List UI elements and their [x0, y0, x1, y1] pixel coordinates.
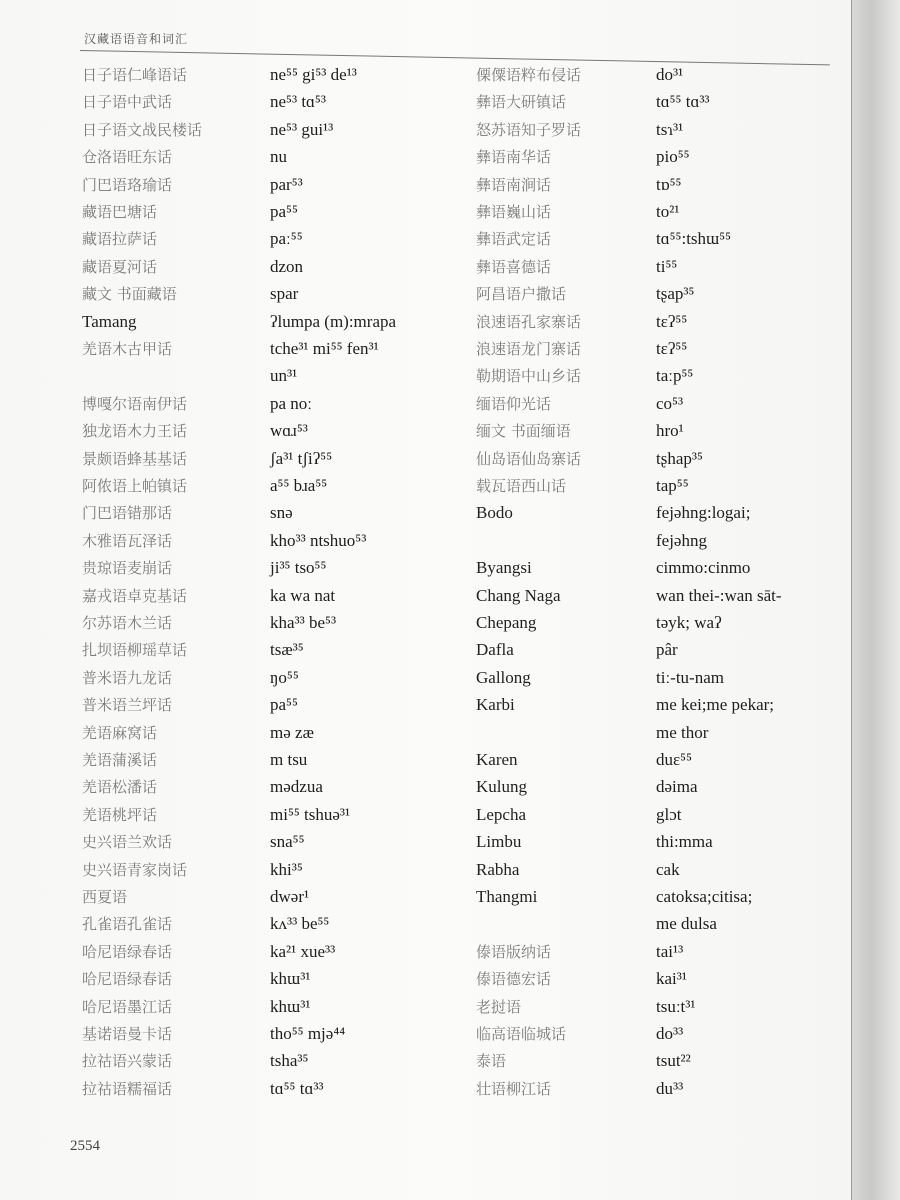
language-name: 哈尼语墨江话 — [82, 997, 173, 1016]
language-name: 尔苏语木兰话 — [82, 614, 173, 632]
language-name: Thangmi — [476, 887, 538, 906]
word-form: m tsu — [270, 750, 308, 769]
word-form: tʂhap³⁵ — [656, 448, 703, 468]
language-name: 壮语柳江话 — [476, 1079, 552, 1098]
word-form: dzon — [270, 256, 304, 276]
word-form: taːp⁵⁵ — [656, 366, 694, 386]
word-form: do³¹ — [656, 65, 684, 84]
language-name: 彝语大研镇话 — [476, 93, 567, 112]
language-name: 藏语夏河话 — [82, 257, 158, 276]
word-form: ne⁵³ gui¹³ — [270, 119, 334, 139]
language-name: 阿侬语上帕镇话 — [82, 477, 188, 495]
word-form: me kei;me pekar; — [656, 695, 775, 715]
language-name: 普米语九龙话 — [82, 668, 173, 687]
language-name: Gallong — [476, 667, 531, 687]
language-name: 藏文 书面藏语 — [82, 285, 177, 304]
word-form: ʔlumpa (m):mrapa — [270, 311, 397, 331]
language-name: 羌语桃坪话 — [82, 805, 158, 824]
language-name: 藏语巴塘话 — [82, 203, 158, 221]
language-name: 阿昌语户撒话 — [476, 285, 567, 304]
page-number: 2554 — [70, 1138, 100, 1154]
language-name: Dafla — [476, 640, 514, 660]
word-form: tɑ⁵⁵ tɑ³³ — [270, 1078, 324, 1098]
language-name: 彝语巍山话 — [476, 203, 552, 221]
word-form: me thor — [656, 722, 709, 742]
word-form: ti⁵⁵ — [656, 256, 678, 276]
word-form: a⁵⁵ bɹa⁵⁵ — [270, 476, 328, 495]
language-name: Karbi — [476, 695, 515, 715]
word-form: tɑ⁵⁵ tɑ³³ — [656, 92, 710, 112]
word-form: un³¹ — [270, 366, 298, 386]
language-name: Limbu — [476, 832, 522, 852]
word-form: tɛʔ⁵⁵ — [656, 311, 688, 331]
language-name: 普米语兰坪话 — [82, 696, 173, 715]
language-name: 史兴语青家岗话 — [82, 860, 188, 879]
language-name: 老挝语 — [476, 997, 522, 1016]
word-form: tsut²² — [656, 1051, 691, 1071]
word-form: thi:mma — [656, 832, 713, 852]
word-form: khɯ³¹ — [270, 996, 311, 1016]
word-form: co⁵³ — [656, 393, 684, 413]
word-form: təyk; waʔ — [656, 613, 722, 632]
word-form: cak — [656, 859, 680, 879]
language-name: 孔雀语孔雀话 — [82, 915, 173, 934]
word-form: me dulsa — [656, 914, 717, 934]
language-name: Rabha — [476, 859, 520, 879]
language-name: 傣语德宏话 — [476, 970, 552, 989]
word-form: pa⁵⁵ — [270, 695, 298, 715]
language-name: Byangsi — [476, 558, 532, 578]
word-form: wan thei-:wan sāt- — [656, 585, 782, 605]
language-name: 西夏语 — [82, 888, 128, 906]
word-form: do³³ — [656, 1024, 684, 1043]
language-name: 拉祜语兴蒙话 — [82, 1052, 173, 1071]
word-form: duɛ⁵⁵ — [656, 750, 692, 769]
language-name: 临高语临城话 — [476, 1025, 567, 1043]
language-name: 独龙语木力王话 — [82, 422, 188, 441]
language-name: 傣语版纳话 — [476, 942, 552, 961]
language-name: Karen — [476, 750, 518, 769]
language-name: Chepang — [476, 613, 537, 632]
language-name: 怒苏语知子罗话 — [476, 120, 582, 139]
language-name: 载瓦语西山话 — [476, 477, 567, 495]
language-name: 浪速语孔家寨话 — [476, 312, 582, 331]
language-name: 缅文 书面缅语 — [476, 422, 571, 441]
language-name: 哈尼语绿春话 — [82, 942, 173, 961]
language-name: 日子语文战民楼话 — [82, 120, 203, 139]
word-form: catoksa;citisa; — [656, 887, 753, 906]
language-name: 仓洛语旺东话 — [82, 148, 173, 167]
word-form: tʂap³⁵ — [656, 284, 695, 304]
language-name: Bodo — [476, 503, 513, 523]
word-form: sna⁵⁵ — [270, 832, 305, 852]
language-name: 哈尼语绿春话 — [82, 970, 173, 989]
word-form: hro¹ — [656, 421, 684, 441]
word-form: mi⁵⁵ tshuə³¹ — [270, 804, 351, 824]
word-form: mədzua — [270, 777, 323, 797]
word-form: spar — [270, 284, 299, 304]
word-form: dwər¹ — [270, 887, 310, 906]
word-form: glɔt — [656, 804, 682, 824]
word-form: tsæ³⁵ — [270, 640, 304, 660]
word-form: khɯ³¹ — [270, 969, 311, 989]
language-name: Kulung — [476, 777, 527, 797]
word-form: ka²¹ xue³³ — [270, 941, 336, 961]
word-form: pa⁵⁵ — [270, 202, 298, 221]
language-name: 日子语仁峰语话 — [82, 66, 188, 84]
word-form: nu — [270, 147, 287, 167]
word-form: fejəhng:logai; — [656, 503, 751, 523]
language-name: 勒期语中山乡话 — [476, 367, 582, 386]
word-form: tsɿ³¹ — [656, 119, 684, 139]
language-name: 羌语木古甲话 — [82, 340, 173, 358]
language-name: Tamang — [82, 311, 137, 331]
word-form: pa noː — [270, 393, 313, 413]
language-name: 拉祜语糯福话 — [82, 1079, 173, 1098]
language-name: 嘉戎语卓克基话 — [82, 586, 188, 605]
word-form: tɑ⁵⁵:tshɯ⁵⁵ — [656, 229, 732, 249]
word-form: fejəhng — [656, 530, 707, 550]
word-form: khi³⁵ — [270, 859, 303, 879]
word-form: snə — [270, 503, 293, 523]
language-name: 景颇语蜂基基话 — [82, 449, 188, 468]
language-name: 藏语拉萨话 — [82, 230, 158, 249]
word-form: du³³ — [656, 1078, 684, 1098]
word-form: tɛʔ⁵⁵ — [656, 339, 688, 358]
word-form: tche³¹ mi⁵⁵ fen³¹ — [270, 339, 379, 358]
word-form: tho⁵⁵ mjə⁴⁴ — [270, 1024, 346, 1043]
language-name: 羌语松潘话 — [82, 778, 158, 797]
language-name: 博嘎尔语南伊话 — [82, 394, 188, 413]
language-name: 羌语麻窝话 — [82, 723, 158, 742]
header-rule — [80, 50, 830, 65]
language-name: 门巴语珞瑜话 — [82, 175, 173, 194]
word-form: pâr — [656, 640, 678, 660]
language-name: 彝语南涧话 — [476, 175, 552, 194]
language-name: 浪速语龙门寨话 — [476, 340, 582, 358]
word-form: tap⁵⁵ — [656, 476, 689, 495]
word-form: tiː-tu-nam — [656, 667, 724, 687]
language-name: 缅语仰光话 — [476, 394, 552, 413]
word-form: ŋo⁵⁵ — [270, 667, 299, 687]
language-name: 羌语蒲溪话 — [82, 751, 158, 769]
word-form: kai³¹ — [656, 969, 687, 989]
word-form: tsuːt³¹ — [656, 996, 696, 1016]
word-form: paː⁵⁵ — [270, 229, 303, 249]
word-form: wɑɹ⁵³ — [270, 421, 308, 441]
word-form: ne⁵⁵ gi⁵³ de¹³ — [270, 65, 357, 84]
word-form: ne⁵³ tɑ⁵³ — [270, 92, 326, 112]
running-head: 汉藏语语音和词汇 — [84, 32, 189, 46]
word-form: ka wa nat — [270, 585, 336, 605]
language-name: 史兴语兰欢话 — [82, 833, 173, 852]
word-form: kho³³ ntshuo⁵³ — [270, 530, 367, 550]
language-name: 木雅语瓦泽话 — [82, 531, 173, 550]
language-name: Lepcha — [476, 804, 527, 824]
word-form: ji³⁵ tso⁵⁵ — [270, 558, 327, 578]
word-form: kha³³ be⁵³ — [270, 613, 337, 632]
word-form: tsha³⁵ — [270, 1051, 309, 1071]
word-form: kʌ³³ be⁵⁵ — [270, 914, 330, 934]
word-form: dəima — [656, 777, 698, 797]
language-name: 彝语喜德话 — [476, 257, 552, 276]
word-form: par⁵³ — [270, 174, 303, 194]
language-name: 贵琼语麦崩话 — [82, 559, 173, 578]
page-edge-shadow — [852, 0, 900, 1200]
language-name: 彝语南华话 — [476, 148, 552, 167]
word-form: cimmo:cinmo — [656, 558, 751, 578]
language-name: 基诺语曼卡话 — [82, 1025, 173, 1043]
language-name: 日子语中武话 — [82, 93, 173, 112]
language-name: 扎坝语柳瑶草话 — [82, 641, 188, 660]
language-name: 仙岛语仙岛寨话 — [476, 449, 582, 468]
language-name: 傈僳语粹布侵话 — [476, 66, 582, 84]
word-form: to²¹ — [656, 202, 680, 221]
word-form: tai¹³ — [656, 941, 684, 961]
word-form: pio⁵⁵ — [656, 147, 690, 167]
language-name: 泰语 — [476, 1052, 507, 1071]
word-form: ʃa³¹ tʃiʔ⁵⁵ — [270, 448, 333, 468]
word-form: mə zæ — [270, 722, 314, 742]
language-name: Chang Naga — [476, 585, 561, 605]
language-name: 彝语武定话 — [476, 230, 552, 249]
language-name: 门巴语错那话 — [82, 504, 173, 523]
word-form: tɒ⁵⁵ — [656, 174, 682, 194]
